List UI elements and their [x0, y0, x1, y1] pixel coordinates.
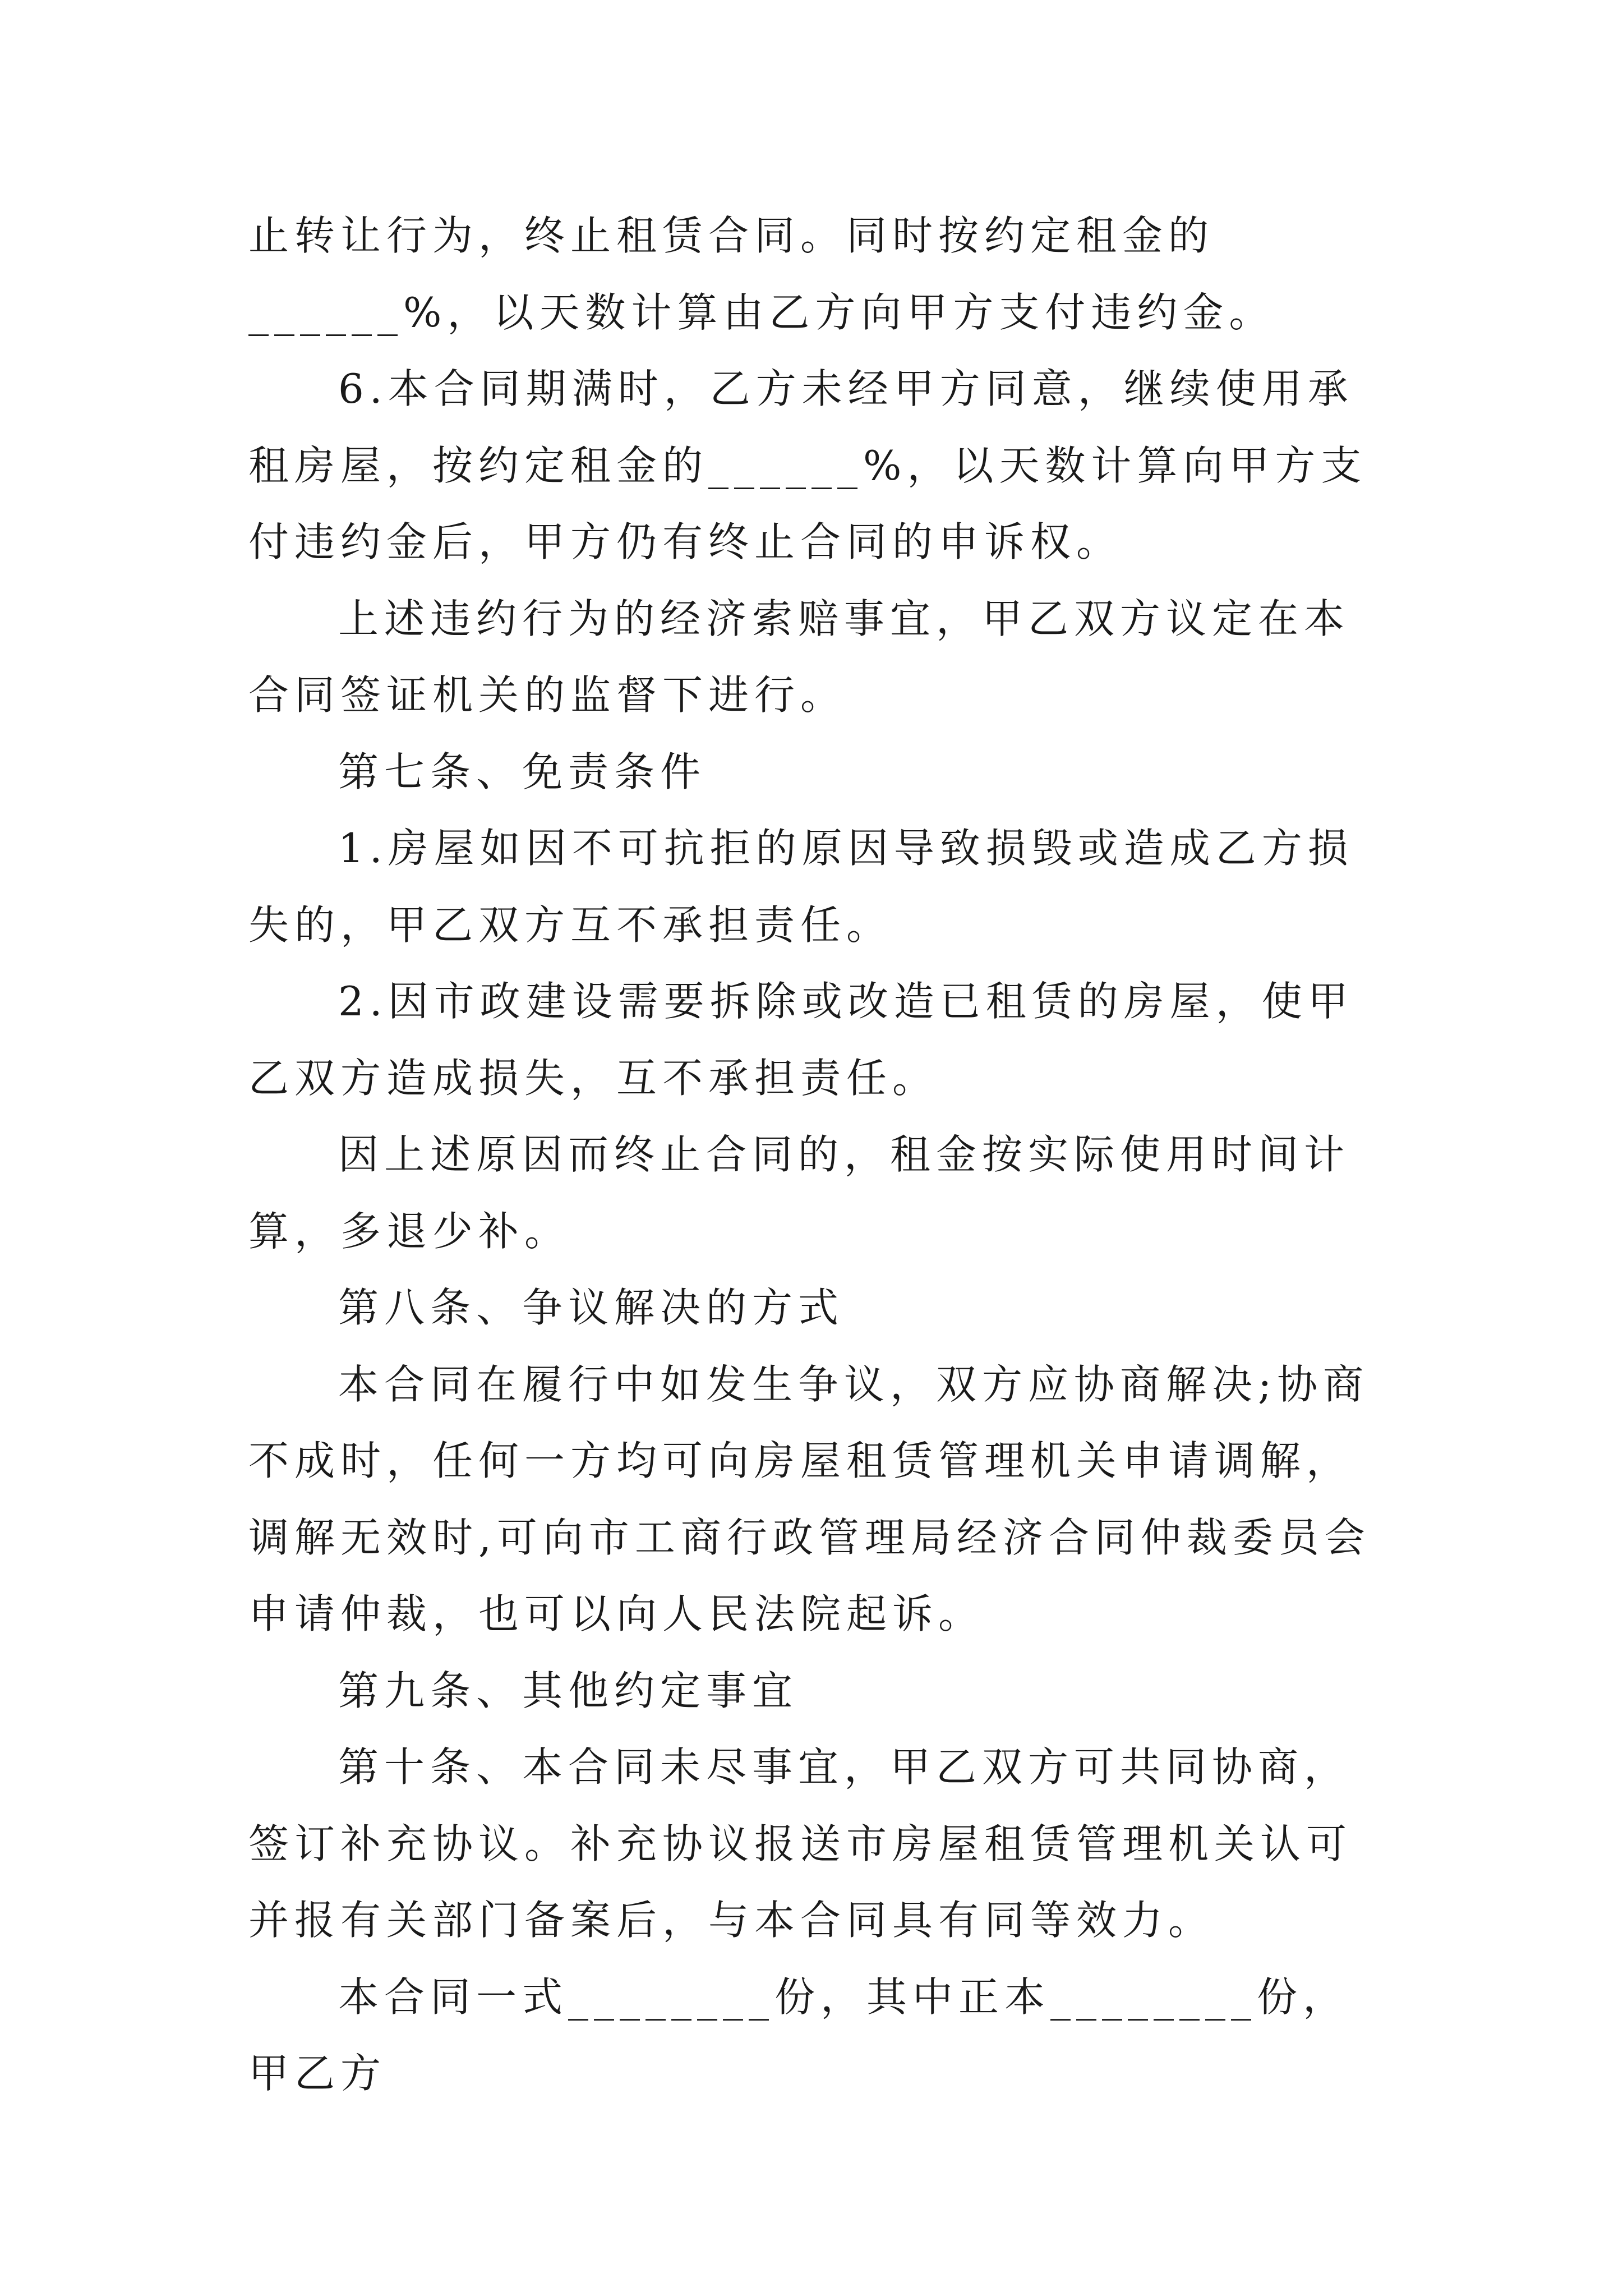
paragraph-1: 止转让行为，终止租赁合同。同时按约定租金的______%，以天数计算由乙方向甲方支付违约金。 — [248, 212, 1275, 336]
paragraph-2: 6.本合同期满时，乙方未经甲方同意，继续使用承租房屋，按约定租金的______%，以天数计算向甲方支付违约金后，甲方仍有终止合同的申诉权。 — [248, 365, 1367, 565]
paragraph-12: 本合同一式________份，其中正本________份，甲乙方 — [248, 1973, 1349, 2097]
paragraph-9: 本合同在履行中如发生争议，双方应协商解决;协商不成时，任何一方均可向房屋租赁管理机关申请调解，调解无效时,可向市工商行政管理局经济合同仲裁委员会申请仲裁，也可以向人民法院起诉。 — [248, 1360, 1371, 1637]
paragraph-3: 上述违约行为的经济索赔事宜，甲乙双方议定在本合同签证机关的监督下进行。 — [248, 595, 1350, 719]
section-heading-7: 第七条、免责条件 — [338, 748, 707, 795]
document-body — [248, 197, 1387, 2112]
paragraph-7: 因上述原因而终止合同的，租金按实际使用时间计算，多退少补。 — [248, 1131, 1350, 1255]
section-heading-8: 第八条、争议解决的方式 — [338, 1284, 845, 1331]
paragraph-5: 1.房屋如因不可抗拒的原因导致损毁或造成乙方损失的，甲乙双方互不承担责任。 — [248, 825, 1354, 949]
paragraph-6: 2.因市政建设需要拆除或改造已租赁的房屋，使甲乙双方造成损失，互不承担责任。 — [248, 978, 1354, 1102]
paragraph-11: 第十条、本合同未尽事宜，甲乙双方可共同协商，签订补充协议。补充协议报送市房屋租赁管理机关认可并报有关部门备案后，与本合同具有同等效力。 — [248, 1743, 1353, 1944]
section-heading-9: 第九条、其他约定事宜 — [338, 1667, 799, 1714]
